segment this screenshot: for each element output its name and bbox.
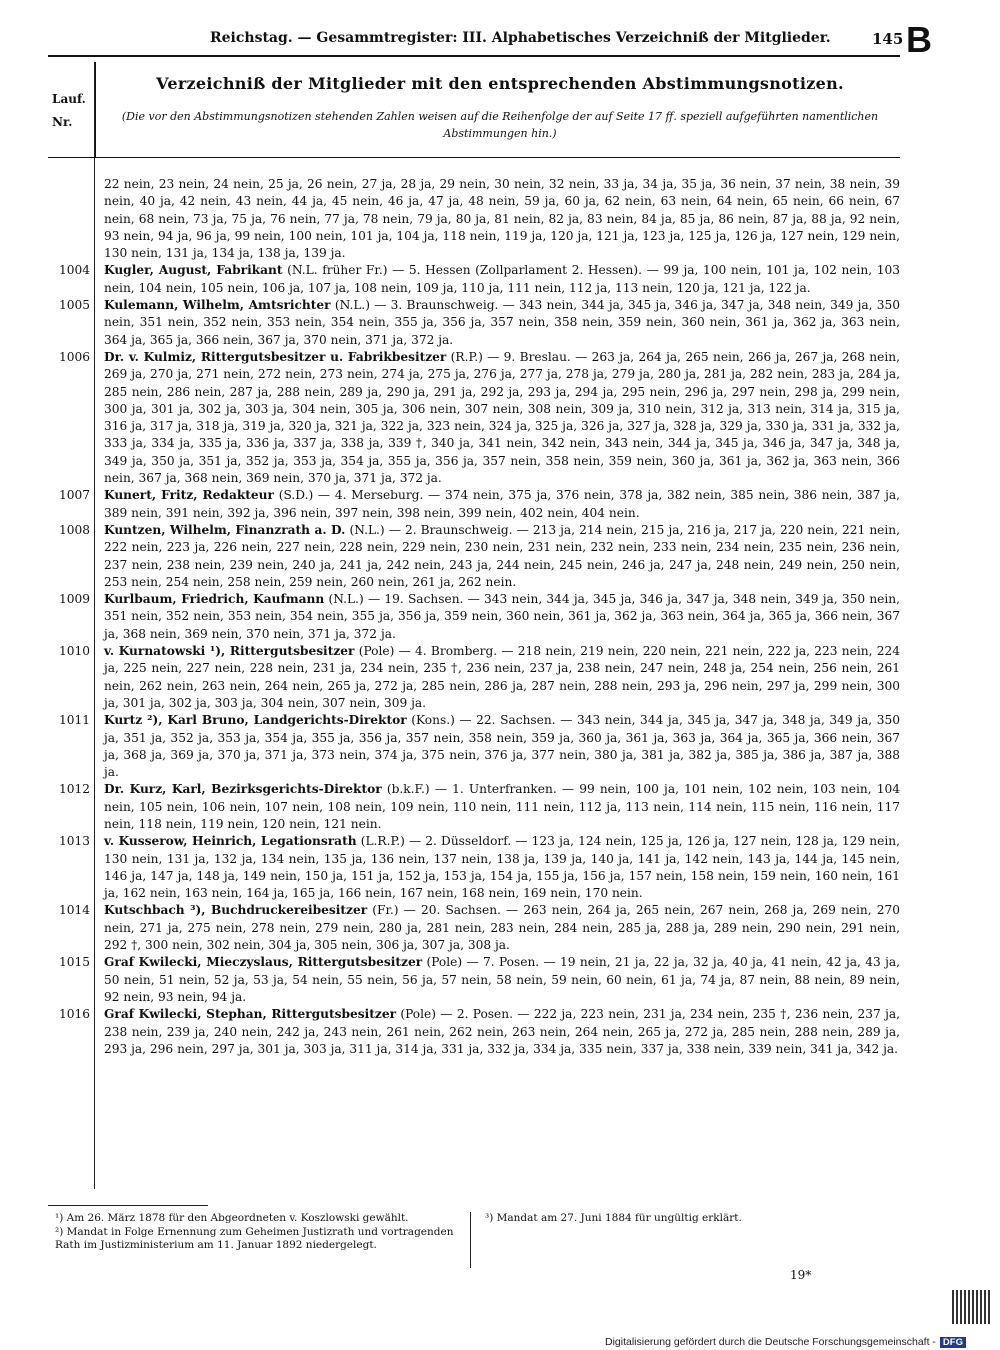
member-name: Dr. Kurz, Karl, Bezirksgerichts-Direktor: [104, 782, 382, 797]
footnotes-right: [485, 1212, 885, 1226]
footnote-1: ¹) Am 26. März 1878 für den Abgeordneten v. Koszlowski gewählt.: [55, 1212, 409, 1224]
vote-record: (Pole) — 2. Posen. — 222 ja, 223 nein, 231 ja, 234 nein, 235 †, 236 nein, 237 ja, 238 nein, 239 ja, 240 nein, 242 ja, 243 nein, 261 nein, 262 nein, 263 nein, 264 nein, 265 ja, 272 ja, 285 nein, 288 nein, 289 ja, 293 ja, 296 nein, 297 ja, 301 ja, 303 ja, 311 ja, 314 ja, 331 ja, 332 ja, 334 ja, 335 nein, 337 ja, 338 nein, 339 nein, 341 ja, 342 ja.: [104, 1007, 900, 1056]
member-entry: [40, 643, 900, 712]
member-entry: [40, 349, 900, 487]
entry-number: 1011: [58, 713, 90, 728]
member-entry: [40, 297, 900, 349]
entry-text: [104, 643, 900, 712]
table-title: Verzeichniß der Mitglieder mit den entsprechenden Abstimmungsnotizen.: [156, 74, 844, 93]
vote-record: (Pole) — 7. Posen. — 19 nein, 21 ja, 22 ja, 32 ja, 40 ja, 41 nein, 42 ja, 43 ja, 50 nein, 51 nein, 52 ja, 53 ja, 54 nein, 55 nein, 56 ja, 57 nein, 58 nein, 59 nein, 60 nein, 61 ja, 74 ja, 87 nein, 88 nein, 89 nein, 92 nein, 93 nein, 94 ja.: [104, 955, 901, 1004]
member-name: Kunert, Fritz, Redakteur: [104, 488, 274, 503]
letter-mark: B: [906, 19, 932, 60]
column-label-lauf: Lauf.: [52, 92, 86, 106]
member-name: Dr. v. Kulmiz, Rittergutsbesitzer u. Fabrikbesitzer: [104, 349, 447, 364]
entry-text: [104, 712, 900, 781]
member-name: Kuntzen, Wilhelm, Finanzrath a. D.: [104, 522, 346, 537]
member-name: Kurtz ²), Karl Bruno, Landgerichts-Direktor: [104, 713, 407, 728]
entry-number: 1010: [58, 644, 90, 659]
vote-record: (N.L.) — 3. Braunschweig. — 343 nein, 344 ja, 345 ja, 346 ja, 347 ja, 348 nein, 349 ja, 350 nein, 351 nein, 352 nein, 353 nein, 354 nein, 355 ja, 356 ja, 357 nein, 358 nein, 359 nein, 360 nein, 361 ja, 362 ja, 363 nein, 364 ja, 365 ja, 366 nein, 367 ja, 370 nein, 371 ja, 372 ja.: [104, 298, 900, 347]
digitization-footer: [605, 1336, 966, 1348]
entry-text: [104, 1006, 900, 1058]
entry-text: [104, 262, 900, 297]
member-entry: [40, 262, 900, 297]
entry-text: [104, 349, 900, 487]
member-name: Graf Kwilecki, Stephan, Rittergutsbesitzer: [104, 1007, 396, 1022]
entry-number: 1007: [58, 488, 90, 503]
subheader-rule: [48, 157, 900, 158]
member-name: Kulemann, Wilhelm, Amtsrichter: [104, 298, 331, 313]
entry-number: 1012: [58, 782, 90, 797]
member-entry: [40, 712, 900, 781]
entry-text: [104, 176, 900, 262]
printer-signature: 19*: [790, 1268, 812, 1282]
vote-record: (b.k.F.) — 1. Unterfranken. — 99 nein, 100 ja, 101 nein, 102 nein, 103 nein, 104 nein, 105 nein, 106 nein, 107 nein, 108 nein, 109 nein, 110 nein, 111 nein, 112 ja, 113 nein, 114 nein, 115 nein, 116 nein, 117 nein, 118 nein, 119 nein, 120 nein, 121 nein.: [104, 782, 900, 831]
entry-number: 1008: [58, 522, 90, 537]
entry-text: [104, 297, 900, 349]
member-entry: [40, 522, 900, 591]
member-entry: [40, 954, 900, 1006]
entry-text: [104, 781, 900, 833]
running-title: Reichstag. — Gesammtregister: III. Alphabetisches Verzeichniß der Mitglieder.: [210, 30, 831, 46]
entry-number: 1005: [58, 298, 90, 313]
footnote-2: ²) Mandat in Folge Ernennung zum Geheimen Justizrath und vortragenden Rath im Justizministerium am 11. Januar 1892 niedergelegt.: [55, 1225, 454, 1251]
page-number: 145: [872, 30, 904, 48]
entry-text: [104, 591, 900, 643]
member-name: Kugler, August, Fabrikant: [104, 263, 283, 278]
entry-text: [104, 833, 900, 902]
vote-record: (Fr.) — 20. Sachsen. — 263 nein, 264 ja, 265 nein, 267 nein, 268 ja, 269 nein, 270 nein, 271 ja, 275 nein, 278 nein, 279 nein, 280 ja, 281 nein, 283 nein, 284 nein, 285 ja, 288 ja, 289 nein, 290 nein, 291 nein, 292 †, 300 nein, 302 nein, 304 ja, 305 nein, 306 ja, 307 ja, 308 ja.: [104, 903, 900, 953]
entry-number: 1004: [58, 263, 90, 278]
vote-record: (Kons.) — 22. Sachsen. — 343 nein, 344 ja, 345 ja, 347 ja, 348 ja, 349 ja, 350 ja, 351 ja, 352 ja, 353 ja, 354 ja, 355 ja, 356 ja, 357 nein, 358 nein, 359 ja, 360 ja, 361 ja, 363 ja, 364 ja, 365 ja, 366 nein, 367 ja, 368 ja, 369 ja, 370 ja, 371 ja, 373 nein, 374 ja, 375 nein, 376 ja, 377 nein, 380 ja, 381 ja, 382 ja, 385 ja, 386 ja, 387 ja, 388 ja.: [104, 713, 900, 780]
entry-number: 1009: [58, 592, 90, 607]
vote-record: (N.L. früher Fr.) — 5. Hessen (Zollparlament 2. Hessen). — 99 ja, 100 nein, 101 ja, 102 nein, 103 nein, 104 nein, 105 nein, 106 ja, 107 ja, 108 nein, 109 ja, 110 ja, 111 nein, 112 ja, 113 nein, 120 ja, 121 ja, 122 ja.: [104, 263, 900, 295]
footnote-divider: [470, 1212, 471, 1268]
member-name: v. Kurnatowski ¹), Rittergutsbesitzer: [104, 644, 355, 659]
vote-record: (S.D.) — 4. Merseburg. — 374 nein, 375 ja, 376 nein, 378 ja, 382 nein, 385 nein, 386 nein, 387 ja, 389 nein, 391 nein, 392 ja, 396 nein, 397 nein, 398 nein, 399 nein, 402 nein, 404 nein.: [104, 488, 901, 520]
entry-text: [104, 487, 900, 522]
table-note: (Die vor den Abstimmungsnotizen stehenden Zahlen weisen auf die Reihenfolge der auf Seite 17 ff. speziell aufgeführten namentlichen Abstimmungen hin.): [121, 110, 879, 140]
member-name: Kutschbach ³), Buchdruckereibesitzer: [104, 903, 368, 918]
vote-record: (R.P.) — 9. Breslau. — 263 ja, 264 ja, 265 nein, 266 ja, 267 ja, 268 nein, 269 ja, 270 ja, 271 nein, 272 nein, 273 nein, 274 ja, 275 ja, 276 ja, 277 ja, 278 ja, 279 ja, 280 ja, 281 ja, 282 nein, 283 ja, 284 ja, 285 nein, 286 nein, 287 ja, 288 nein, 289 ja, 290 ja, 291 ja, 292 ja, 293 ja, 294 ja, 295 nein, 296 ja, 297 nein, 298 ja, 299 nein, 300 ja, 301 ja, 302 ja, 303 ja, 304 nein, 305 ja, 306 nein, 307 nein, 308 nein, 309 ja, 310 nein, 312 ja, 313 nein, 314 ja, 315 ja, 316 ja, 317 ja, 318 ja, 319 ja, 320 ja, 321 ja, 322 ja, 323 nein, 324 ja, 325 ja, 326 ja, 327 ja, 328 ja, 329 ja, 330 ja, 331 ja, 332 ja, 333 ja, 334 ja, 335 ja, 336 ja, 337 ja, 338 ja, 339 †, 340 ja, 341 nein, 342 nein, 343 nein, 344 ja, 345 ja, 346 ja, 347 ja, 348 ja, 349 ja, 350 ja, 351 ja, 352 ja, 353 ja, 354 ja, 355 ja, 356 ja, 357 nein, 358 nein, 359 nein, 360 ja, 361 ja, 362 ja, 363 nein, 366 nein, 367 ja, 368 nein, 369 nein, 370 ja, 371 ja, 372 ja.: [104, 349, 900, 486]
member-entry: [40, 902, 900, 954]
entry-number: 1013: [58, 834, 90, 849]
member-entry: [40, 1006, 900, 1058]
vote-record: (N.L.) — 19. Sachsen. — 343 nein, 344 ja, 345 ja, 346 ja, 347 ja, 348 nein, 349 ja, 350 nein, 351 nein, 352 nein, 353 nein, 354 nein, 355 ja, 356 ja, 359 nein, 360 nein, 361 ja, 362 ja, 363 nein, 364 ja, 365 ja, 366 nein, 367 ja, 368 nein, 369 nein, 370 nein, 371 ja, 372 ja.: [104, 592, 901, 641]
member-entry: [40, 833, 900, 902]
entry-text: [104, 954, 900, 1006]
header-rule: [48, 55, 900, 57]
dfg-logo: DFG: [940, 1337, 966, 1348]
entry-number: 1006: [58, 349, 90, 364]
digitization-credit: Digitalisierung gefördert durch die Deutsche Forschungsgemeinschaft -: [605, 1336, 936, 1348]
vote-record: (Pole) — 4. Bromberg. — 218 nein, 219 nein, 220 nein, 221 nein, 222 ja, 223 nein, 224 ja, 225 nein, 227 nein, 228 nein, 231 ja, 234 nein, 235 †, 236 nein, 237 ja, 238 nein, 247 nein, 248 ja, 254 nein, 256 nein, 261 nein, 262 nein, 263 nein, 264 nein, 265 ja, 272 ja, 285 nein, 286 ja, 287 nein, 288 nein, 293 ja, 296 nein, 297 ja, 299 nein, 300 ja, 301 ja, 302 ja, 303 ja, 304 nein, 307 nein, 309 ja.: [104, 644, 900, 710]
vote-record: 22 nein, 23 nein, 24 nein, 25 ja, 26 nein, 27 ja, 28 ja, 29 nein, 30 nein, 32 nein, 33 ja, 34 ja, 35 ja, 36 nein, 37 nein, 38 nein, 39 nein, 40 ja, 42 nein, 43 nein, 44 ja, 45 nein, 46 ja, 47 ja, 48 nein, 59 ja, 60 ja, 62 nein, 63 nein, 64 nein, 65 nein, 66 nein, 67 nein, 68 nein, 73 ja, 75 ja, 76 nein, 77 ja, 78 nein, 79 ja, 80 ja, 81 nein, 82 ja, 83 nein, 84 ja, 85 ja, 86 nein, 87 ja, 88 ja, 92 nein, 93 nein, 94 ja, 96 ja, 99 nein, 100 nein, 101 ja, 104 ja, 118 nein, 119 ja, 120 ja, 121 ja, 123 ja, 125 ja, 126 ja, 127 nein, 129 nein, 130 nein, 131 ja, 134 ja, 138 ja, 139 ja.: [104, 177, 900, 261]
entry-text: [104, 522, 900, 591]
member-name: v. Kusserow, Heinrich, Legationsrath: [104, 834, 357, 849]
page-edge-strip: [952, 1290, 992, 1324]
member-entry: [40, 487, 900, 522]
entry-number: 1015: [58, 955, 90, 970]
member-entry: [40, 781, 900, 833]
column-label-nr: Nr.: [52, 115, 73, 129]
entry-number: 1016: [58, 1007, 90, 1022]
footnote-rule: [48, 1205, 208, 1206]
member-entry: [40, 591, 900, 643]
vote-record: (N.L.) — 2. Braunschweig. — 213 ja, 214 nein, 215 ja, 216 ja, 217 ja, 220 nein, 221 nein, 222 nein, 223 ja, 226 nein, 227 nein, 228 nein, 229 nein, 230 nein, 231 nein, 232 nein, 233 nein, 234 nein, 235 nein, 236 nein, 237 nein, 238 nein, 239 nein, 240 ja, 241 ja, 242 nein, 243 ja, 244 nein, 245 nein, 246 ja, 247 ja, 248 nein, 249 nein, 250 nein, 253 nein, 254 nein, 258 nein, 259 nein, 260 nein, 261 ja, 262 nein.: [104, 522, 900, 589]
vote-record: (L.R.P.) — 2. Düsseldorf. — 123 ja, 124 nein, 125 ja, 126 ja, 127 nein, 128 ja, 129 nein, 130 nein, 131 ja, 132 ja, 134 nein, 135 ja, 136 nein, 137 nein, 138 ja, 139 ja, 140 ja, 141 ja, 142 nein, 143 ja, 144 ja, 145 nein, 146 ja, 147 ja, 148 ja, 149 nein, 150 ja, 151 ja, 152 ja, 153 ja, 154 ja, 155 ja, 156 ja, 157 nein, 158 nein, 159 nein, 160 nein, 161 ja, 162 nein, 163 nein, 164 ja, 165 ja, 166 nein, 167 nein, 168 nein, 169 nein, 170 nein.: [104, 834, 900, 901]
entry-number: 1014: [58, 903, 90, 918]
member-entries: [40, 176, 900, 1058]
member-name: Graf Kwilecki, Mieczyslaus, Rittergutsbesitzer: [104, 955, 423, 970]
member-name: Kurlbaum, Friedrich, Kaufmann: [104, 592, 325, 607]
member-entry: [40, 176, 900, 262]
entry-text: [104, 902, 900, 954]
footnotes-left: [55, 1212, 463, 1253]
footnote-3: ³) Mandat am 27. Juni 1884 für ungültig erklärt.: [485, 1212, 742, 1224]
